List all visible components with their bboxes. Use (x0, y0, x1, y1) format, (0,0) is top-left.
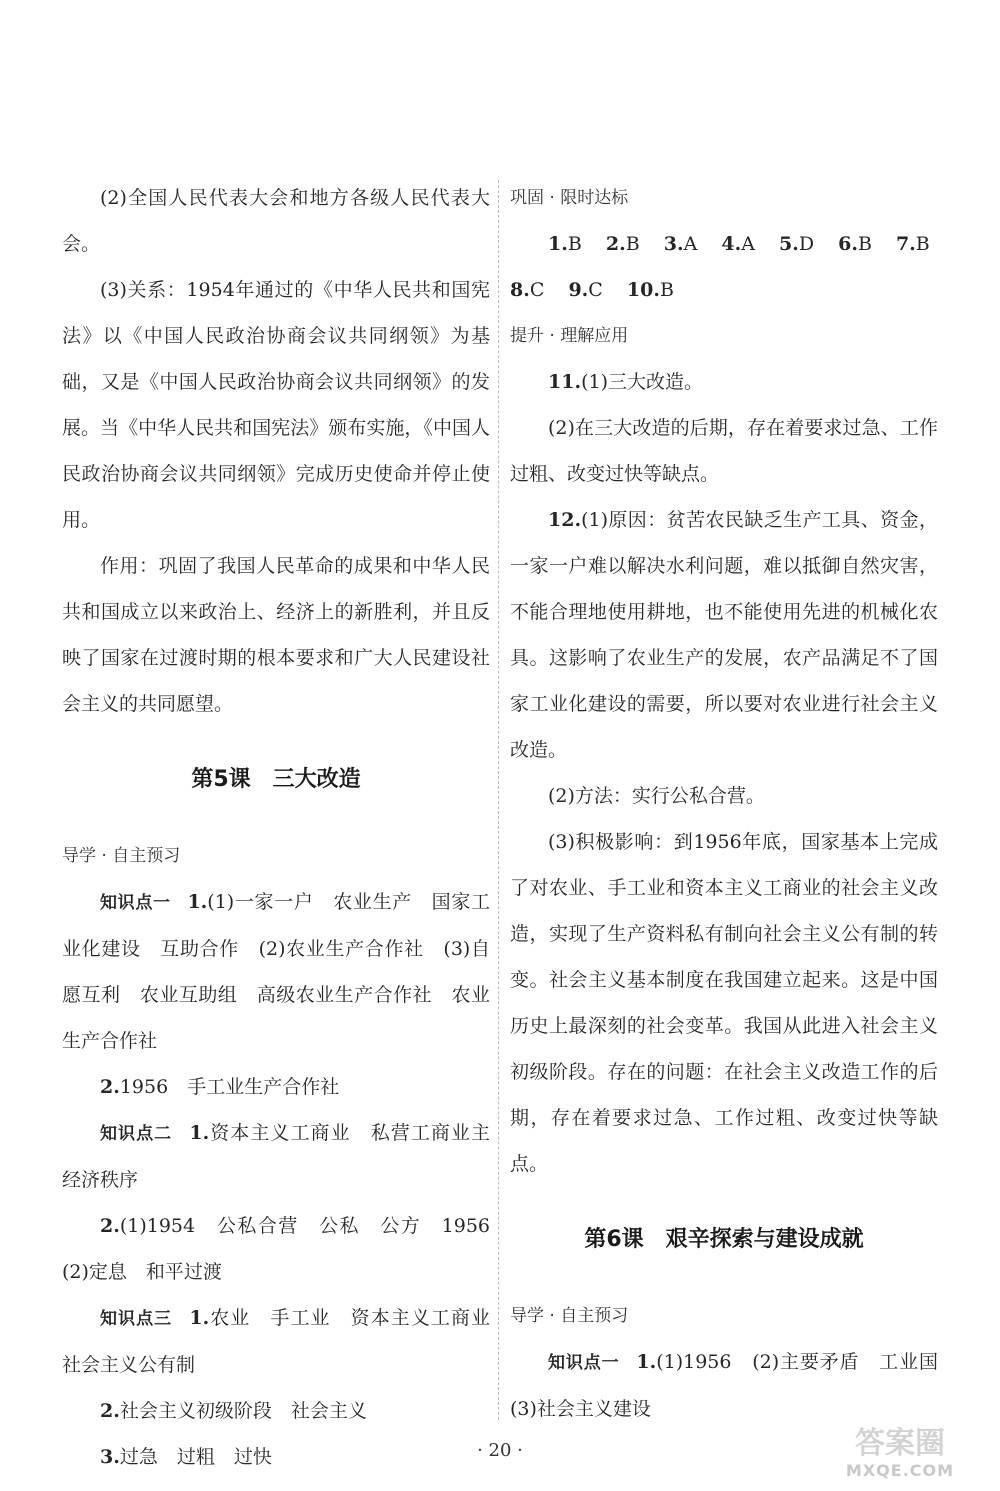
kp-label: 知识点二 (100, 1124, 173, 1144)
kp-label: 知识点一 (548, 1353, 620, 1373)
answer-item (838, 233, 872, 255)
question-12-a (510, 497, 938, 773)
answer-letter: A (683, 233, 698, 255)
answer-item (568, 279, 602, 301)
kp-label: 知识点三 (100, 1309, 173, 1329)
answer-number: 3. (663, 233, 684, 255)
answer-item (896, 233, 930, 255)
answer-letter: A (741, 233, 755, 255)
section-heading-preview: 导学 · 自主预习 (62, 846, 181, 866)
kp-text: 农业 手工业 资本主义工商业 社会主义公有制 (62, 1307, 510, 1376)
knowledge-point-1-item-2 (62, 1064, 490, 1110)
left-para-2: (3)关系：1954年通过的《中华人民共和国宪法》以《中国人民政治协商会议共同纲领》为基础，又是《中国人民政治协商会议共同纲领》的发展。当《中华人民共和国宪法》颁布实施，《中国人民政治协商会议共同纲领》完成历史使命并停止使用。 (62, 279, 490, 531)
answer-text: (1)三大改造。 (581, 371, 703, 393)
kp-text: 社会主义初级阶段 社会主义 (119, 1400, 367, 1422)
question-number: 12. (548, 509, 582, 531)
answer-number: 10. (626, 279, 660, 301)
left-para-1: (2)全国人民代表大会和地方各级人民代表大会。 (62, 187, 490, 255)
right-column (510, 175, 958, 1432)
item-number: 2. (100, 1076, 120, 1098)
knowledge-point-1 (62, 879, 490, 1064)
question-12-c: (3)积极影响：到1956年底，国家基本上完成了对农业、手工业和资本主义工商业的社会主义改造，实现了生产资料私有制向社会主义公有制的转变。社会主义基本制度在我国建立起来。这是中国历史上最深刻的社会变革。我国从此进入社会主义初级阶段。存在的问题：在社会主义改造工作的后期，存在着要求过急、工作过粗、改变过快等缺点。 (510, 831, 938, 1175)
lesson-5-title: 第5课 三大改造 (191, 767, 361, 792)
kp-text: (1)1956 (2)主要矛盾 工业国 (3)社会主义建设 (510, 1351, 958, 1420)
question-number: 11. (548, 371, 582, 393)
knowledge-point-3 (62, 1295, 510, 1388)
kp-text: (1)1954 公私合营 公私 公方 1956 (2)定息 和平过渡 (62, 1215, 510, 1283)
answer-line-1 (510, 221, 938, 267)
answer-number: 6. (838, 233, 858, 255)
item-number: 1. (636, 1351, 657, 1373)
answer-number: 7. (895, 233, 916, 255)
answer-letter: B (857, 233, 872, 255)
answer-item (721, 233, 755, 255)
answer-letter: B (567, 233, 582, 255)
answer-letter: C (529, 279, 545, 301)
answer-item (779, 233, 814, 255)
answer-item (606, 233, 640, 255)
question-11-a (510, 359, 938, 405)
kp-text: 1956 手工业生产合作社 (119, 1076, 340, 1098)
answer-number: 5. (778, 233, 799, 255)
item-number: 2. (100, 1400, 120, 1422)
answer-letter: B (915, 233, 930, 255)
answer-item (510, 279, 544, 301)
answer-letter: D (798, 233, 815, 255)
knowledge-point-2-item-2 (62, 1203, 510, 1295)
answer-item (664, 233, 698, 255)
question-12-b: (2)方法：实行公私合营。 (548, 785, 765, 807)
answer-text: (1)原因：贫苦农民缺乏生产工具、资金，一家一户难以解决水利问题，难以抵御自然灾害，不能合理地使用耕地，也不能使用先进的机械化农具。这影响了农业生产的发展，农产品满足不了国家工业化建设的需要，所以要对农业进行社会主义改造。 (510, 509, 938, 761)
answer-item (627, 279, 674, 301)
answer-item (548, 233, 582, 255)
answer-number: 2. (605, 233, 626, 255)
item-number: 1. (189, 1307, 210, 1329)
knowledge-point-3-item-2 (62, 1388, 490, 1434)
item-number: 1. (189, 1122, 210, 1144)
answer-number: 8. (510, 279, 530, 301)
item-number: 2. (100, 1215, 120, 1237)
answer-number: 9. (568, 279, 589, 301)
watermark (812, 1418, 988, 1482)
section-heading-consolidate: 巩固 · 限时达标 (510, 188, 629, 208)
question-11-b: (2)在三大改造的后期，存在着要求过急、工作过粗、改变过快等缺点。 (510, 417, 938, 485)
item-number: 3. (100, 1446, 120, 1468)
knowledge-point-2 (62, 1110, 510, 1203)
section-heading-apply: 提升 · 理解应用 (510, 326, 629, 346)
left-para-3: 作用：巩固了我国人民革命的成果和中华人民共和国成立以来政治上、经济上的新胜利，并且反映了国家在过渡时期的根本要求和广大人民建设社会主义的共同愿望。 (62, 555, 490, 715)
kp-text: 过急 过粗 过快 (119, 1446, 272, 1468)
section-heading-preview: 导学 · 自主预习 (510, 1306, 629, 1326)
answer-line-2 (510, 267, 938, 313)
answer-letter: B (625, 233, 640, 255)
answer-letter: C (588, 279, 603, 301)
answer-number: 1. (548, 233, 568, 255)
answer-letter: B (659, 279, 674, 301)
kp-text: (1)一家一户 农业生产 国家工业化建设 互助合作 (2)农业生产合作社 (3)自愿互利 农业互助组 高级农业生产合作社 农业生产合作社 (62, 891, 490, 1052)
watermark-site: MXQE.COM (845, 1461, 955, 1480)
page-number: · 20 · (477, 1440, 523, 1461)
watermark-logo: 答案圈 (855, 1426, 945, 1461)
kp-label: 知识点一 (100, 893, 171, 913)
answer-number: 4. (721, 233, 742, 255)
lesson-6-title: 第6课 艰辛探索与建设成就 (584, 1227, 864, 1252)
item-number: 1. (187, 891, 208, 913)
kp-text: 资本主义工商业 私营工商业主 经济秩序 (62, 1122, 510, 1191)
